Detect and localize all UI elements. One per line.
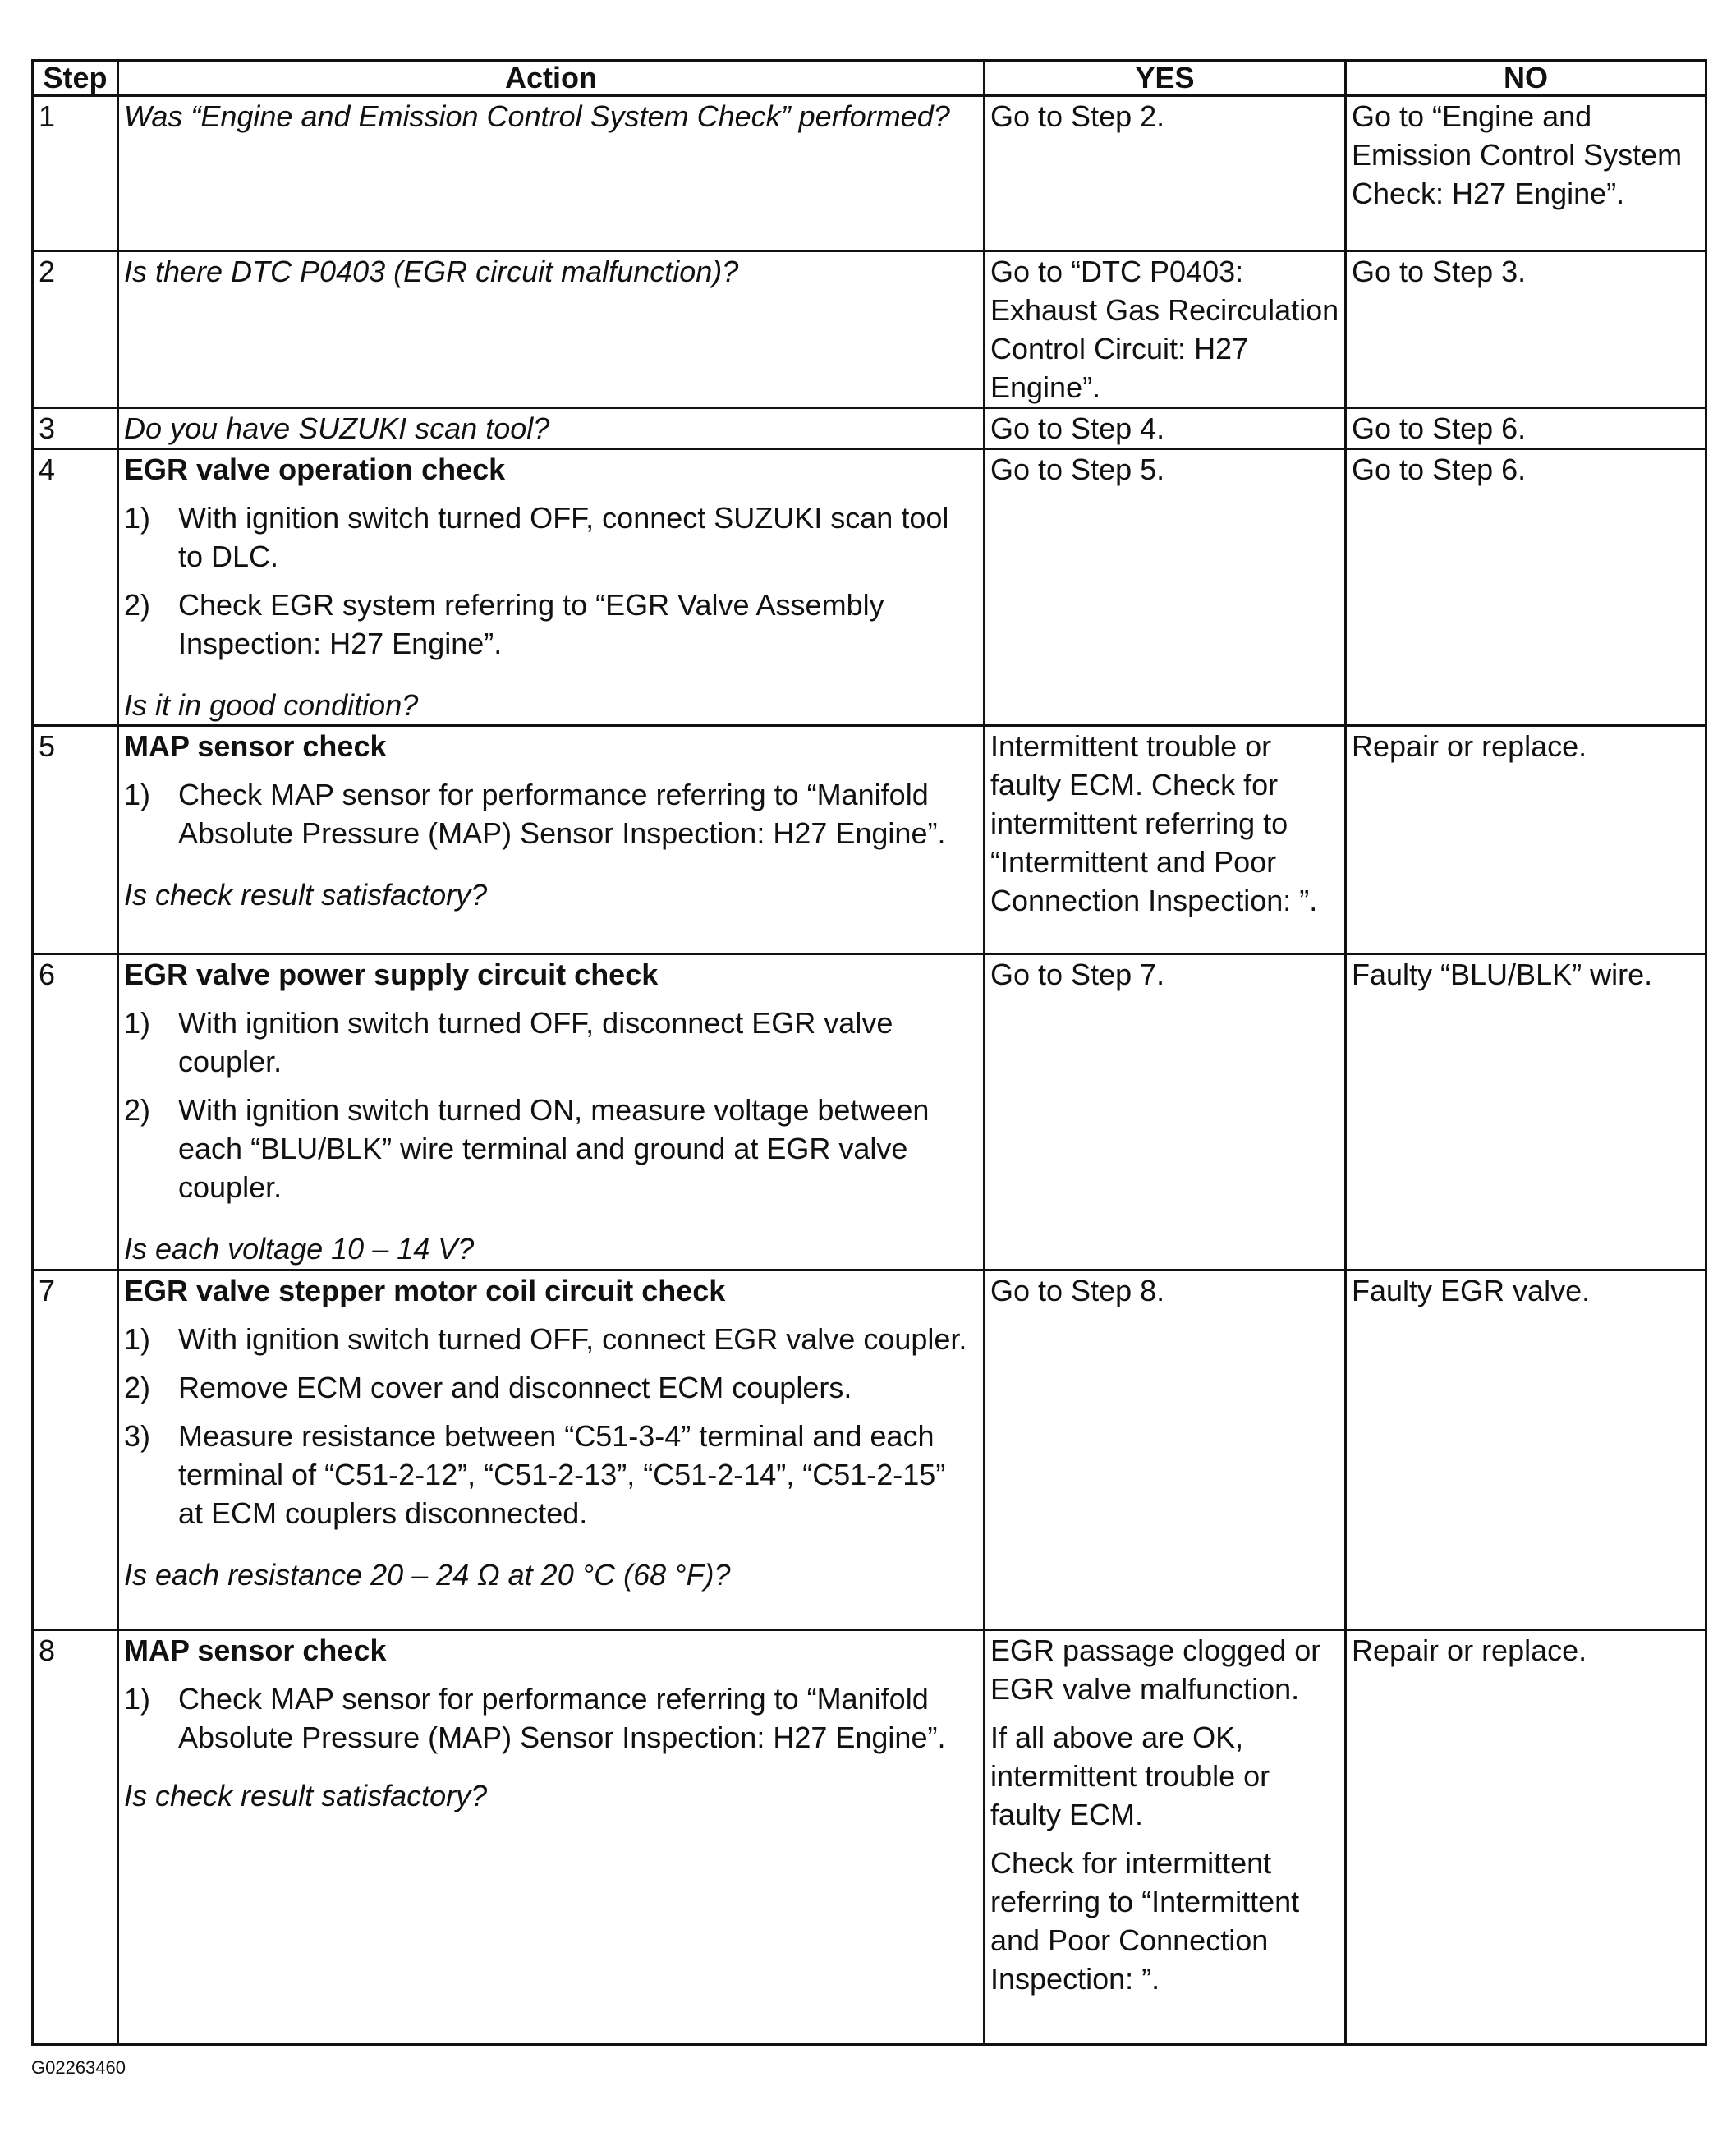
table-row <box>33 954 1706 1270</box>
instruction-list <box>124 1679 978 1757</box>
item-text: Check MAP sensor for performance referring to “Manifold Absolute Pressure (MAP) Sensor Inspection: H27 Engine”. <box>178 778 946 850</box>
item-text: Check MAP sensor for performance referring to “Manifold Absolute Pressure (MAP) Sensor Inspection: H27 Engine”. <box>178 1682 946 1754</box>
item-number: 2) <box>124 1093 151 1127</box>
item-number: 1) <box>124 778 151 811</box>
step-title: EGR valve power supply circuit check <box>124 958 659 991</box>
action-cell <box>118 1630 985 2045</box>
item-text: Measure resistance between “C51-3-4” terminal and each terminal of “C51-2-12”, “C51-2-13”, “C51-2-14”, “C51-2-15” at ECM couplers disconnected. <box>178 1419 946 1530</box>
item-number: 1) <box>124 1322 151 1356</box>
list-item <box>124 1004 978 1081</box>
step-title: MAP sensor check <box>124 1633 387 1667</box>
instruction-list <box>124 498 978 663</box>
step-number: 1 <box>33 96 118 251</box>
table-row <box>33 1630 1706 2045</box>
step-question: Was “Engine and Emission Control System Check” performed? <box>124 99 950 133</box>
yes-paragraph: Check for intermittent referring to “Intermittent and Poor Connection Inspection: ”. <box>990 1846 1300 1996</box>
step-question: Do you have SUZUKI scan tool? <box>124 411 550 445</box>
yes-paragraph: EGR passage clogged or EGR valve malfunction. <box>990 1633 1321 1706</box>
no-cell: Repair or replace. <box>1346 1630 1706 2045</box>
table-row <box>33 449 1706 726</box>
step-number: 3 <box>33 408 118 449</box>
yes-cell: Go to Step 2. <box>985 96 1346 251</box>
step-number: 4 <box>33 449 118 726</box>
no-cell: Repair or replace. <box>1346 726 1706 954</box>
yes-cell <box>985 1630 1346 2045</box>
no-cell: Go to Step 3. <box>1346 251 1706 408</box>
no-header: NO <box>1346 61 1706 96</box>
no-cell: Go to Step 6. <box>1346 449 1706 726</box>
item-number: 1) <box>124 1006 151 1040</box>
yes-cell: Go to Step 8. <box>985 1270 1346 1630</box>
yes-cell: Go to Step 7. <box>985 954 1346 1270</box>
table-row <box>33 96 1706 251</box>
step-question: Is check result satisfactory? <box>124 1779 488 1812</box>
step-number: 8 <box>33 1630 118 2045</box>
item-text: Check EGR system referring to “EGR Valve Assembly Inspection: H27 Engine”. <box>178 588 884 660</box>
action-cell <box>118 408 985 449</box>
item-text: With ignition switch turned OFF, connect EGR valve coupler. <box>178 1322 967 1356</box>
list-item <box>124 586 978 663</box>
yes-cell: Go to Step 5. <box>985 449 1346 726</box>
item-number: 1) <box>124 1682 151 1716</box>
step-question: Is there DTC P0403 (EGR circuit malfunction)? <box>124 255 739 288</box>
instruction-list <box>124 1320 978 1532</box>
list-item <box>124 1417 978 1532</box>
step-question: Is check result satisfactory? <box>124 878 488 912</box>
yes-cell: Intermittent trouble or faulty ECM. Check for intermittent referring to “Intermittent and Poor Connection Inspection: ”. <box>985 726 1346 954</box>
figure-code: G02263460 <box>31 2057 126 2078</box>
item-text: With ignition switch turned OFF, disconnect EGR valve coupler. <box>178 1006 893 1078</box>
list-item <box>124 1091 978 1206</box>
step-number: 5 <box>33 726 118 954</box>
step-number: 2 <box>33 251 118 408</box>
list-item <box>124 1368 978 1407</box>
step-header: Step <box>33 61 118 96</box>
list-item <box>124 1320 978 1358</box>
yes-cell: Go to Step 4. <box>985 408 1346 449</box>
instruction-list <box>124 775 978 852</box>
step-title: EGR valve stepper motor coil circuit check <box>124 1274 726 1307</box>
table-row <box>33 1270 1706 1630</box>
no-cell: Faulty “BLU/BLK” wire. <box>1346 954 1706 1270</box>
no-cell: Faulty EGR valve. <box>1346 1270 1706 1630</box>
step-title: MAP sensor check <box>124 729 387 763</box>
list-item <box>124 1679 978 1757</box>
yes-cell: Go to “DTC P0403: Exhaust Gas Recirculation Control Circuit: H27 Engine”. <box>985 251 1346 408</box>
step-number: 7 <box>33 1270 118 1630</box>
table-row <box>33 251 1706 408</box>
no-cell: Go to “Engine and Emission Control System Check: H27 Engine”. <box>1346 96 1706 251</box>
item-text: With ignition switch turned ON, measure voltage between each “BLU/BLK” wire terminal and ground at EGR valve coupler. <box>178 1093 930 1204</box>
instruction-list <box>124 1004 978 1206</box>
action-cell <box>118 726 985 954</box>
diagnostic-flow-table <box>31 59 1707 2046</box>
action-cell <box>118 1270 985 1630</box>
item-text: Remove ECM cover and disconnect ECM couplers. <box>178 1371 852 1404</box>
table-row <box>33 408 1706 449</box>
step-title: EGR valve operation check <box>124 453 506 486</box>
item-number: 1) <box>124 501 151 535</box>
step-number: 6 <box>33 954 118 1270</box>
no-cell: Go to Step 6. <box>1346 408 1706 449</box>
action-cell <box>118 954 985 1270</box>
step-question: Is each resistance 20 – 24 Ω at 20 °C (68 °F)? <box>124 1558 731 1592</box>
yes-header: YES <box>985 61 1346 96</box>
action-header: Action <box>118 61 985 96</box>
table-row <box>33 726 1706 954</box>
item-number: 2) <box>124 1371 151 1404</box>
list-item <box>124 498 978 576</box>
step-question: Is it in good condition? <box>124 688 419 722</box>
item-number: 3) <box>124 1419 151 1453</box>
yes-paragraph: If all above are OK, intermittent trouble or faulty ECM. <box>990 1721 1270 1831</box>
step-question: Is each voltage 10 – 14 V? <box>124 1232 475 1266</box>
action-cell <box>118 251 985 408</box>
item-number: 2) <box>124 588 151 622</box>
header-row <box>33 61 1706 96</box>
action-cell <box>118 96 985 251</box>
list-item <box>124 775 978 852</box>
action-cell <box>118 449 985 726</box>
item-text: With ignition switch turned OFF, connect SUZUKI scan tool to DLC. <box>178 501 949 573</box>
